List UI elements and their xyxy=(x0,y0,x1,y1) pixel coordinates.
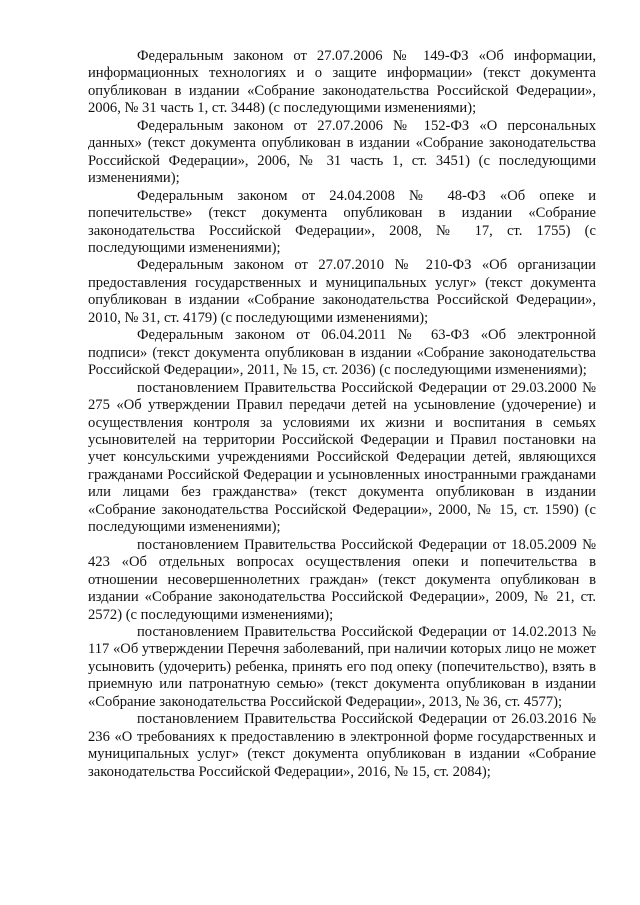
paragraph-law-149-fz: Федеральным законом от 27.07.2006 № 149-ФЗ «Об информации, информационных технологиях и о защите информации» (текст документа опубликован в издании «Собрание законодательства Российской Федерации», 2006, № 31 часть 1, ст. 3448) (с последующими изменениями); xyxy=(88,48,596,117)
paragraph-law-210-fz: Федеральным законом от 27.07.2010 № 210-ФЗ «Об организации предоставления государственных и муниципальных услуг» (текст документа опубликован в издании «Собрание законодательства Российской Федерации», 2010, № 31, ст. 4179) (с последующими изменениями); xyxy=(88,257,596,326)
paragraph-resolution-236: постановлением Правительства Российской Федерации от 26.03.2016 № 236 «О требованиях к предоставлению в электронной форме государственных и муниципальных услуг» (текст документа опубликован в издании «Собрание законодательства Российской Федерации», 2016, № 15, ст. 2084); xyxy=(88,711,596,780)
paragraph-law-63-fz: Федеральным законом от 06.04.2011 № 63-ФЗ «Об электронной подписи» (текст документа опубликован в издании «Собрание законодательства Российской Федерации», 2011, № 15, ст. 2036) (с последующими изменениями); xyxy=(88,327,596,379)
paragraph-resolution-275: постановлением Правительства Российской Федерации от 29.03.2000 № 275 «Об утверждении Правил передачи детей на усыновление (удочерение) и осуществления контроля за условиями их жизни и воспитания в семьях усыновителей на территории Российской Федерации и Правил постановки на учет консульскими учреждениями Российской Федерации детей, являющихся гражданами Российской Федерации и усыновленных иностранными гражданами или лицами без гражданства» (текст документа опубликован в издании «Собрание законодательства Российской Федерации», 2000, № 15, ст. 1590) (с последующими изменениями); xyxy=(88,379,596,536)
paragraph-resolution-117: постановлением Правительства Российской Федерации от 14.02.2013 № 117 «Об утверждении Перечня заболеваний, при наличии которых лицо не может усыновить (удочерить) ребенка, принять его под опеку (попечительство), взять в приемную или патронатную семью» (текст документа опубликован в издании «Собрание законодательства Российской Федерации», 2013, № 36, ст. 4577); xyxy=(88,623,596,710)
document-page xyxy=(88,48,596,781)
paragraph-resolution-423: постановлением Правительства Российской Федерации от 18.05.2009 № 423 «Об отдельных вопросах осуществления опеки и попечительства в отношении несовершеннолетних граждан» (текст документа опубликован в издании «Собрание законодательства Российской Федерации», 2009, № 21, ст. 2572) (с последующими изменениями); xyxy=(88,536,596,623)
paragraph-law-152-fz: Федеральным законом от 27.07.2006 № 152-ФЗ «О персональных данных» (текст документа опубликован в издании «Собрание законодательства Российской Федерации», 2006, № 31 часть 1, ст. 3451) (с последующими изменениями); xyxy=(88,117,596,187)
paragraph-law-48-fz: Федеральным законом от 24.04.2008 № 48-ФЗ «Об опеке и попечительстве» (текст документа опубликован в издании «Собрание законодательства Российской Федерации», 2008, № 17, ст. 1755) (с последующими изменениями); xyxy=(88,187,596,256)
